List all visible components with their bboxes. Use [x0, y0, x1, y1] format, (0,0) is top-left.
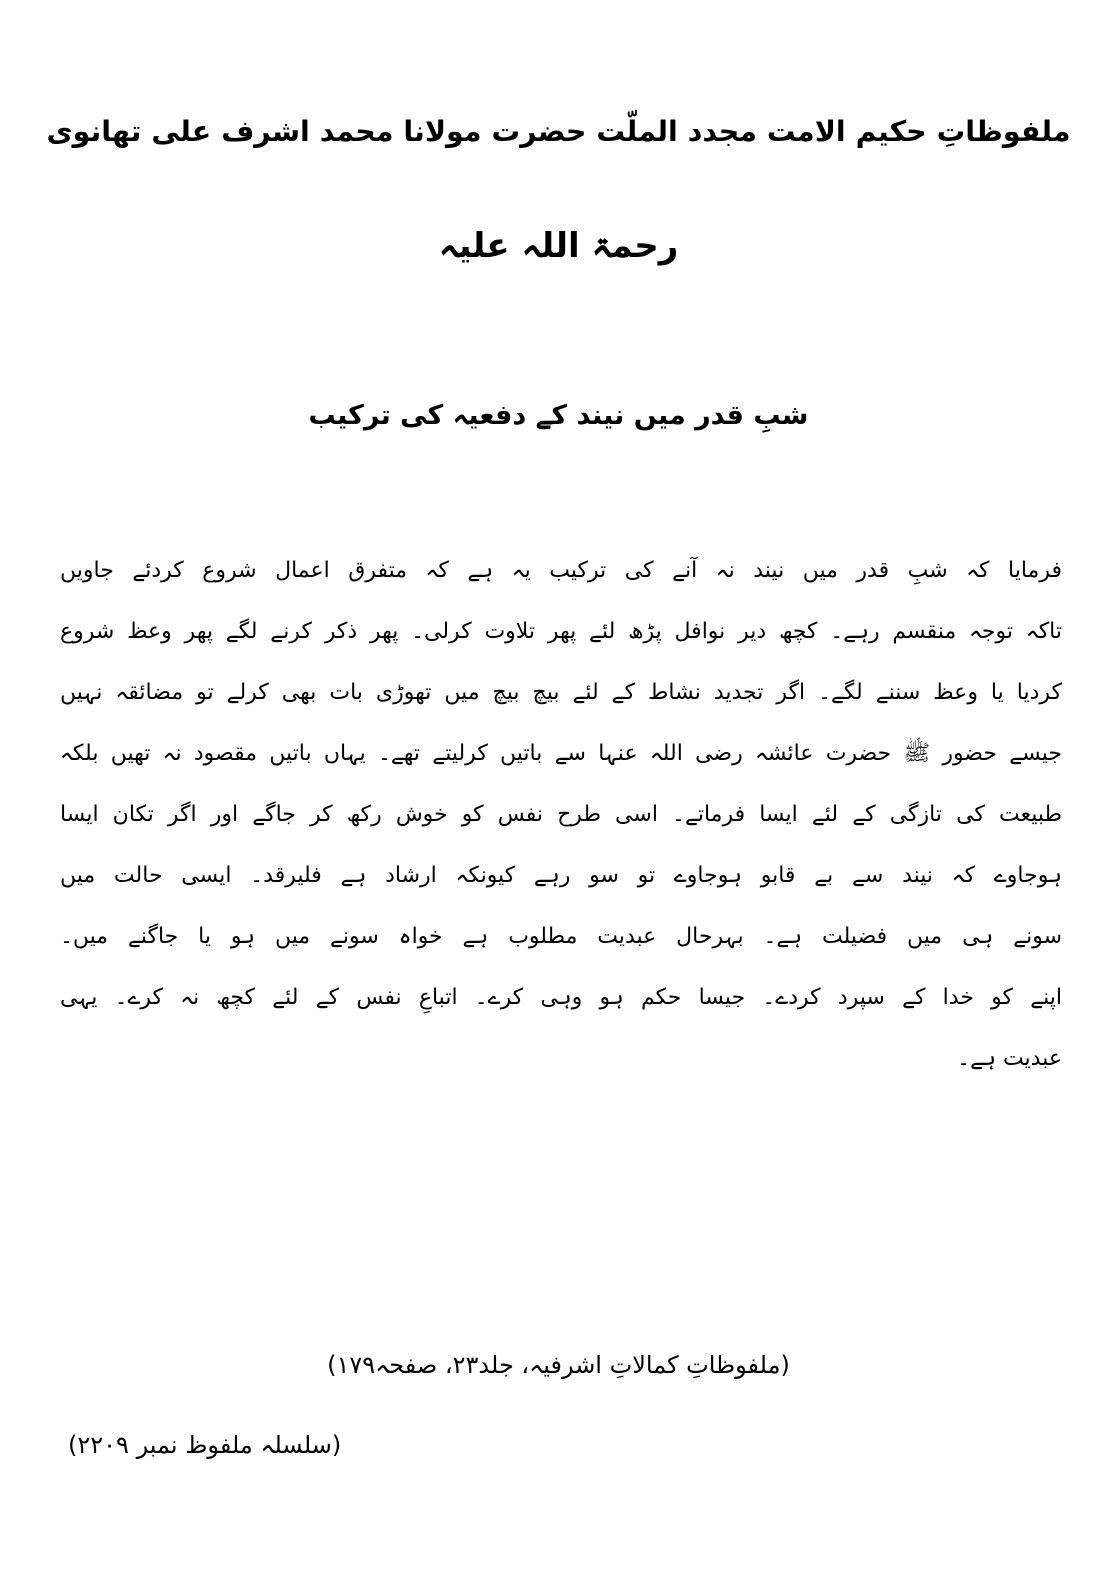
body-line: تاکہ توجہ منقسم رہے۔ کچھ دیر نوافل پڑھ لئے پھر تلاوت کرلی۔ پھر ذکر کرنے لگے پھر وعظ شروع	[60, 619, 1062, 644]
section-heading: شبِ قدر میں نیند کے دفعیہ کی ترکیب	[308, 400, 809, 431]
body-line: عبدیت ہے۔	[957, 1046, 1062, 1071]
body-paragraph	[60, 540, 1062, 1089]
source-reference: (ملفوظاتِ کمالاتِ اشرفیہ، جلد۲۳، صفحہ۱۷۹)	[327, 1351, 790, 1379]
body-line: جیسے حضور ﷺ حضرت عائشہ رضی اللہ عنہا سے باتیں کرلیتے تھے۔ یہاں باتیں مقصود نہ تھیں بلکہ	[60, 741, 1062, 766]
body-line: ہوجاوے کہ نیند سے بے قابو ہوجاوے تو سو رہے کیونکہ ارشاد ہے فلیرقد۔ ایسی حالت میں	[60, 863, 1062, 888]
page-title: ملفوظاتِ حکیم الامت مجدد الملّت حضرت مولانا محمد اشرف علی تھانوی	[46, 115, 1071, 148]
body-line: کردیا یا وعظ سننے لگے۔ اگر تجدید نشاط کے لئے بیچ بیچ میں تھوڑی بات بھی کرلے تو مضائقہ نہیں	[60, 680, 1062, 705]
serial-number: (سلسلہ ملفوظ نمبر ۲۲۰۹)	[68, 1431, 342, 1459]
body-line: سونے ہی میں فضیلت ہے۔ بہرحال عبدیت مطلوب ہے خواہ سونے میں ہو یا جاگنے میں۔	[60, 924, 1062, 949]
body-line: اپنے کو خدا کے سپرد کردے۔ جیسا حکم ہو وہی کرے۔ اتباعِ نفس کے لئے کچھ نہ کرے۔ یہی	[60, 985, 1062, 1010]
body-line: فرمایا کہ شبِ قدر میں نیند نہ آنے کی ترکیب یہ ہے کہ متفرق اعمال شروع کردئے جاویں	[60, 558, 1062, 583]
body-line: طبیعت کی تازگی کے لئے ایسا فرماتے۔ اسی طرح نفس کو خوش رکھ کر جاگے اور اگر تکان ایسا	[60, 802, 1062, 827]
page-title-honorific: رحمۃ اللہ علیہ	[438, 226, 679, 266]
